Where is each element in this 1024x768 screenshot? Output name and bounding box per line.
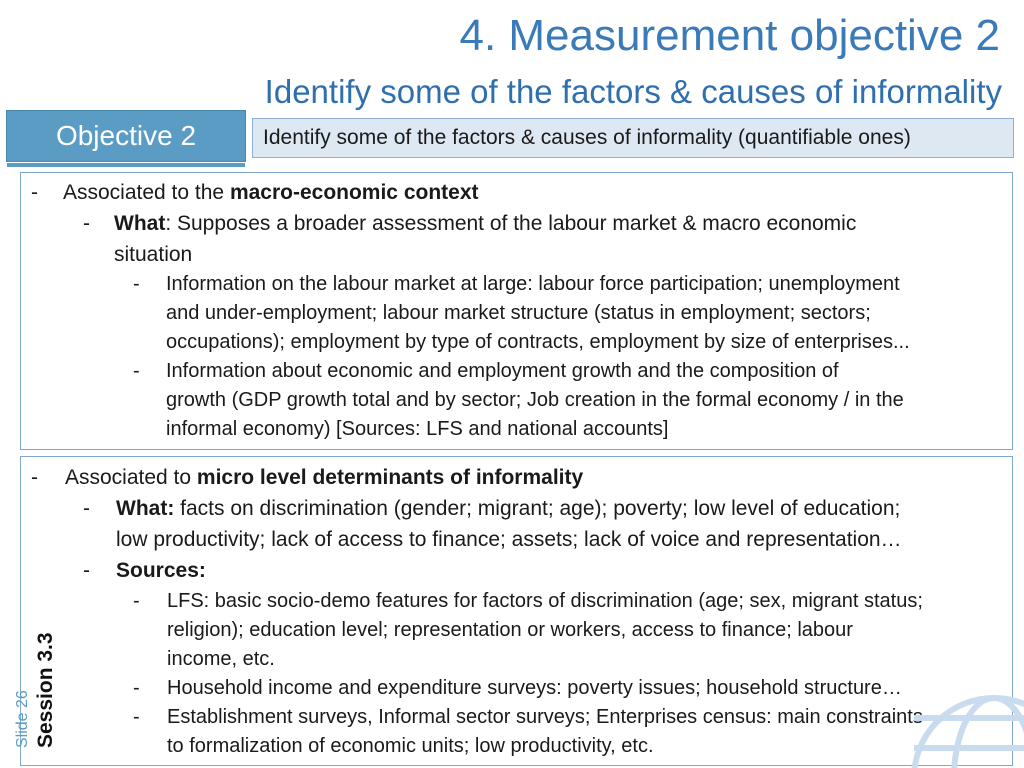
micro-src3-cont: to formalization of economic units; low productivity, etc. bbox=[167, 735, 654, 757]
micro-src1-text: LFS: basic socio-demo features for factors of discrimination (age; sex, migrant status; bbox=[167, 590, 923, 612]
micro-sources-label: Sources: bbox=[116, 559, 206, 582]
macro-what-text-cont: situation bbox=[114, 243, 193, 266]
micro-what-text: facts on discrimination (gender; migrant; age); poverty; low level of education; bbox=[174, 497, 901, 520]
micro-src1-cont: religion); education level; representation or workers, access to finance; labour bbox=[167, 619, 853, 641]
bullet-dash: - bbox=[133, 360, 140, 382]
macro-bullet2-text: Information about economic and employment growth and the composition of bbox=[166, 360, 839, 382]
macro-what-text: : Supposes a broader assessment of the labour market & macro economic bbox=[165, 212, 857, 235]
macro-what-label: What bbox=[114, 212, 166, 235]
micro-src1-cont: income, etc. bbox=[167, 648, 275, 670]
macro-intro: Associated to the bbox=[63, 181, 230, 204]
micro-intro-bold: micro level determinants of informality bbox=[196, 466, 584, 489]
bullet-dash: - bbox=[133, 273, 140, 295]
objective-label: Objective 2 bbox=[6, 110, 246, 162]
session-label: Session 3.3 bbox=[34, 632, 57, 748]
micro-what-text-cont: low productivity; lack of access to finance; assets; lack of voice and representation… bbox=[116, 528, 902, 551]
slide-number: Slide 26 bbox=[14, 690, 31, 748]
page-title: 4. Measurement objective 2 bbox=[459, 11, 1000, 60]
macro-bullet1-cont: occupations); employment by type of contracts, employment by size of enterprises... bbox=[166, 331, 910, 353]
objective-text: Identify some of the factors & causes of informality (quantifiable ones) bbox=[252, 118, 1014, 158]
micro-src3-text: Establishment surveys, Informal sector surveys; Enterprises census: main constraints bbox=[167, 706, 923, 728]
macro-bullet1-cont: and under-employment; labour market structure (status in employment; sectors; bbox=[166, 302, 871, 324]
macro-intro-bold: macro-economic context bbox=[229, 181, 479, 204]
bullet-dash: - bbox=[133, 706, 140, 728]
macro-bullet1-text: Information on the labour market at large: labour force participation; unemployment bbox=[166, 273, 900, 295]
micro-what-label: What: bbox=[116, 497, 175, 520]
micro-intro: Associated to bbox=[65, 466, 197, 489]
macro-bullet2-cont: growth (GDP growth total and by sector; Job creation in the formal economy / in the bbox=[166, 389, 904, 411]
bullet-dash: - bbox=[83, 212, 90, 235]
globe-icon bbox=[874, 668, 1024, 768]
micro-determinants-box bbox=[20, 456, 1013, 766]
micro-src2-text: Household income and expenditure surveys: poverty issues; household structure… bbox=[167, 677, 902, 699]
macro-context-box bbox=[20, 172, 1013, 450]
bullet-dash: - bbox=[133, 677, 140, 699]
bullet-dash: - bbox=[83, 559, 90, 582]
ilo-logo-watermark bbox=[874, 668, 1024, 768]
page-subtitle: Identify some of the factors & causes of informality bbox=[264, 73, 1002, 110]
bullet-dash: - bbox=[31, 181, 38, 204]
bullet-dash: - bbox=[133, 590, 140, 612]
bullet-dash: - bbox=[31, 466, 38, 489]
macro-bullet2-cont: informal economy) [Sources: LFS and national accounts] bbox=[166, 418, 669, 440]
bullet-dash: - bbox=[83, 497, 90, 520]
